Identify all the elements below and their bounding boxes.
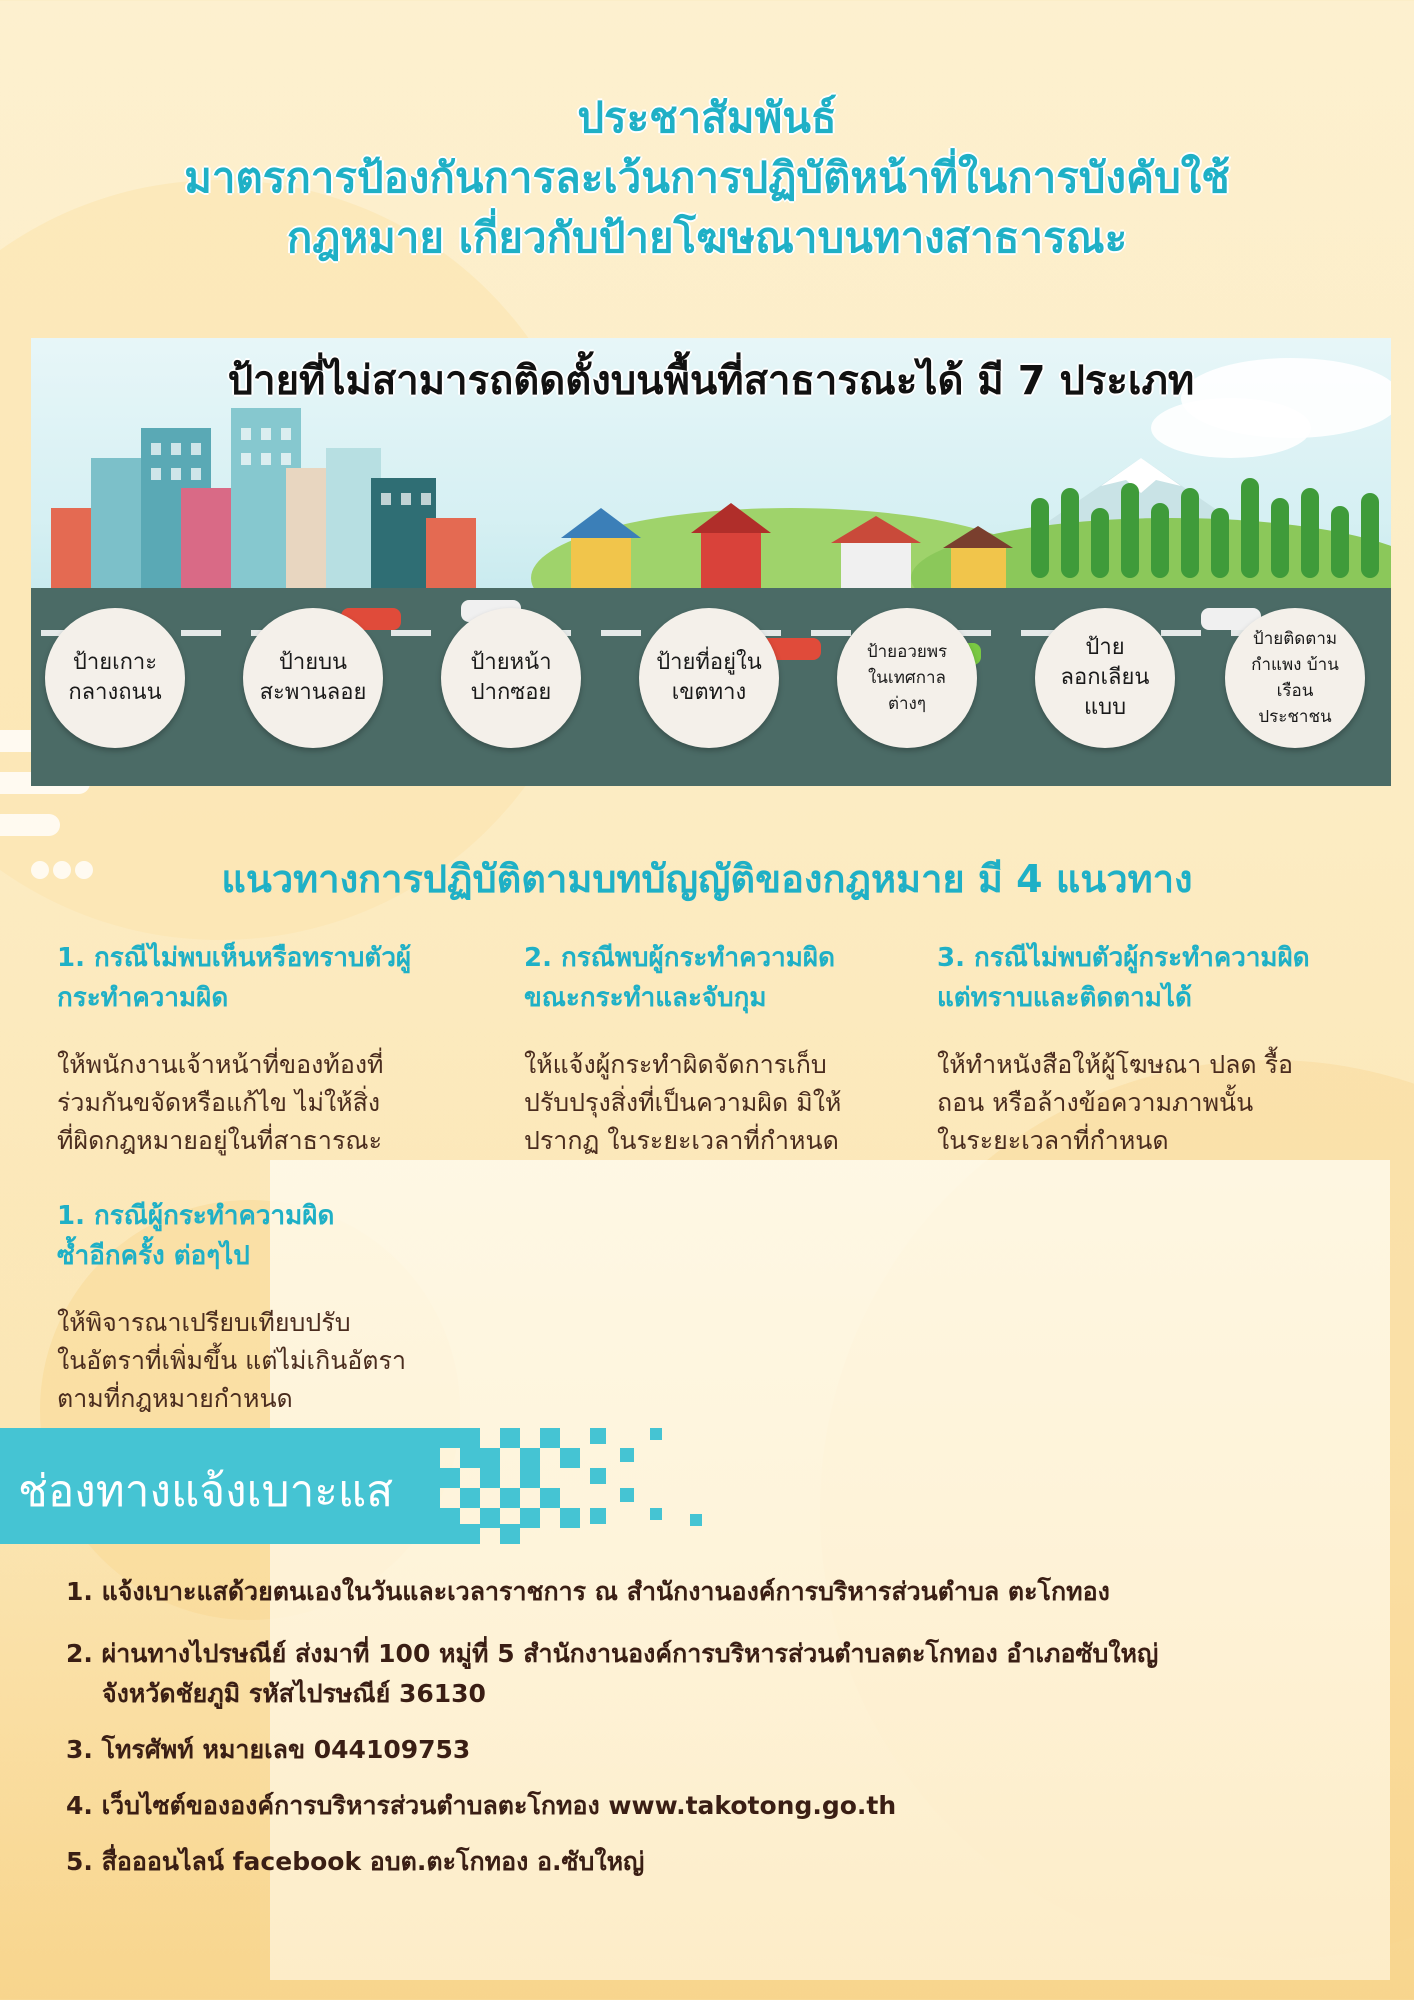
sign-type-label: แบบ (1083, 695, 1127, 720)
sign-type-median (45, 608, 185, 748)
sign-type-label: ป้ายอวยพร (866, 642, 948, 662)
sign-type-label: ป้ายติดตาม (1252, 629, 1338, 649)
sign-type-right-of-way (639, 608, 779, 748)
sign-type-label: ป้าย (1085, 635, 1125, 660)
sign-type-label: ปากซอย (470, 680, 552, 705)
guideline-body-line: ถอน หรือล้างข้อความภาพนั้น (937, 1088, 1254, 1117)
sign-type-alley-entrance (441, 608, 581, 748)
guideline-body-line: ในระยะเวลาที่กำหนด (937, 1126, 1169, 1155)
header-subtitle-line2: กฎหมาย เกี่ยวกับป้ายโฆษณาบนทางสาธารณะ (286, 213, 1128, 262)
channel-item-text: 4. เว็บไซต์ขององค์การบริหารส่วนตำบลตะโกทอง www.takotong.go.th (66, 1791, 897, 1820)
sign-type-label: สะพานลอย (259, 680, 367, 705)
guideline-body-line: ปรับปรุงสิ่งที่เป็นความผิด มิให้ (524, 1088, 842, 1117)
channel-item-text: จังหวัดชัยภูมิ รหัสไปรษณีย์ 36130 (102, 1679, 486, 1708)
channel-item-facebook (66, 1842, 1366, 1882)
pixel-decoration (420, 1428, 720, 1544)
guideline-heading-line: 3. กรณีไม่พบตัวผู้กระทำความผิด (937, 943, 1310, 973)
guideline-body (57, 1304, 477, 1418)
banner-title: ป้ายที่ไม่สามารถติดตั้งบนพื้นที่สาธารณะได้ มี 7 ประเภท (227, 358, 1195, 404)
channel-item-in-person (66, 1572, 1366, 1612)
channels-title: ช่องทางแจ้งเบาะแส (18, 1466, 394, 1517)
guideline-heading-line: 2. กรณีพบผู้กระทำความผิด (524, 943, 835, 973)
channel-item-text: 3. โทรศัพท์ หมายเลข 044109753 (66, 1735, 471, 1764)
sign-type-festival-greeting (837, 608, 977, 748)
guideline-heading (57, 1196, 477, 1276)
guideline-body-line: ให้ทำหนังสือให้ผู้โฆษณา ปลด รื้อ (937, 1050, 1294, 1079)
sign-type-label: ป้ายบน (278, 650, 348, 675)
guideline-heading-line: กระทำความผิด (57, 983, 229, 1013)
guideline-heading (524, 938, 944, 1018)
sign-type-label: ต่างๆ (887, 694, 926, 714)
channel-item-phone (66, 1730, 1366, 1770)
guideline-heading (937, 938, 1377, 1018)
sign-type-label: ป้ายที่อยู่ใน (656, 650, 762, 675)
guideline-body-line: ให้พนักงานเจ้าหน้าที่ของท้องที่ (57, 1050, 384, 1079)
sign-type-label: ในเทศกาล (867, 668, 946, 688)
channels-header-bar (0, 1428, 430, 1544)
sign-type-label: กำแพง บ้านเรือน (1251, 655, 1339, 701)
guideline-body (57, 1046, 477, 1160)
channel-item-mail (66, 1634, 1366, 1714)
guideline-body-line: ให้พิจารณาเปรียบเทียบปรับ (57, 1308, 351, 1337)
guideline-3 (937, 938, 1377, 1160)
guideline-2 (524, 938, 944, 1160)
header-title: ประชาสัมพันธ์ (577, 93, 837, 142)
sign-type-label: ประชาชน (1258, 707, 1332, 727)
guideline-4 (57, 1196, 477, 1418)
sign-type-label: ป้ายหน้า (470, 650, 552, 675)
sign-type-wall-house (1225, 608, 1365, 748)
sign-type-label: ป้ายเกาะ (72, 650, 158, 675)
sign-type-imitation (1035, 608, 1175, 748)
channels-list (66, 1572, 1366, 1882)
guideline-body (937, 1046, 1377, 1160)
guideline-heading-line: ขณะกระทำและจับกุม (524, 983, 767, 1013)
guideline-heading-line: 1. กรณีไม่พบเห็นหรือทราบตัวผู้ (57, 943, 412, 973)
guideline-body-line: ตามที่กฎหมายกำหนด (57, 1384, 293, 1413)
guideline-body-line: ปรากฏ ในระยะเวลาที่กำหนด (524, 1126, 839, 1155)
guideline-body-line: ร่วมกันขจัดหรือแก้ไข ไม่ให้สิ่ง (57, 1088, 381, 1117)
guideline-body-line: ในอัตราที่เพิ่มขึ้น แต่ไม่เกินอัตรา (57, 1346, 407, 1375)
header (0, 88, 1414, 268)
guideline-body-line: ให้แจ้งผู้กระทำผิดจัดการเก็บ (524, 1050, 827, 1079)
guideline-body-line: ที่ผิดกฎหมายอยู่ในที่สาธารณะ (57, 1126, 383, 1155)
guideline-heading-line: 1. กรณีผู้กระทำความผิด (57, 1201, 335, 1231)
sign-type-label: ลอกเลียน (1060, 665, 1150, 690)
guideline-body (524, 1046, 944, 1160)
channel-item-text: 5. สื่อออนไลน์ facebook อบต.ตะโกทอง อ.ซับใหญ่ (66, 1847, 645, 1876)
sign-type-label: เขตทาง (671, 680, 747, 705)
header-subtitle-line1: มาตรการป้องกันการละเว้นการปฏิบัติหน้าที่ในการบังคับใช้ (184, 153, 1230, 202)
guideline-heading-line: ซ้ำอีกครั้ง ต่อๆไป (57, 1241, 250, 1271)
guideline-heading (57, 938, 477, 1018)
sign-type-overpass (243, 608, 383, 748)
channel-item-text: 1. แจ้งเบาะแสด้วยตนเองในวันและเวลาราชการ ณ สำนักงานองค์การบริหารส่วนตำบล ตะโกทอง (66, 1577, 1110, 1606)
channel-item-text: 2. ผ่านทางไปรษณีย์ ส่งมาที่ 100 หมู่ที่ 5 สำนักงานองค์การบริหารส่วนตำบลตะโกทอง อำเภอซับใหญ่ (66, 1639, 1159, 1668)
channel-item-website (66, 1786, 1366, 1826)
guideline-1 (57, 938, 477, 1160)
guideline-heading-line: แต่ทราบและติดตามได้ (937, 983, 1192, 1013)
guidelines-title: แนวทางการปฏิบัติตามบทบัญญัติของกฎหมาย มี 4 แนวทาง (221, 857, 1193, 901)
sign-type-label: กลางถนน (68, 680, 162, 705)
